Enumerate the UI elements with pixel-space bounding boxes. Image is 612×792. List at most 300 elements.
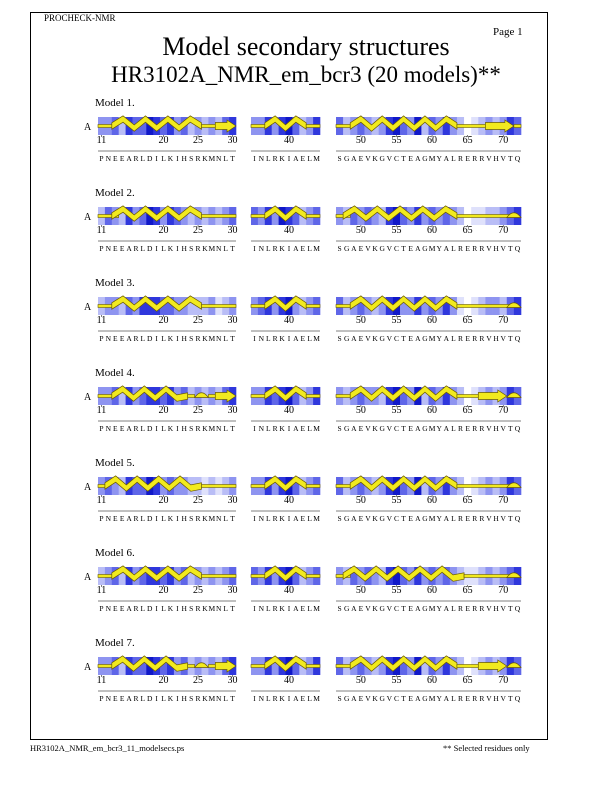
sequence-letter: T xyxy=(508,424,513,433)
chain-label: A xyxy=(84,662,92,673)
coil-segment xyxy=(202,215,237,218)
sequence-letter: I xyxy=(176,694,179,703)
sequence-letter: T xyxy=(508,244,513,253)
residue-tick-label: 20 xyxy=(158,225,169,236)
sequence-letter: E xyxy=(119,154,125,163)
residue-tick-label: 65 xyxy=(462,405,473,416)
residue-tick-label: 55 xyxy=(391,135,402,146)
residue-tick-label: 50 xyxy=(355,135,366,146)
sequence-letter: D xyxy=(147,154,153,163)
sequence-letter: I xyxy=(287,694,291,703)
model-block xyxy=(84,547,521,613)
sequence-letter: M xyxy=(208,604,216,613)
sequence-letter: Y xyxy=(436,244,442,253)
residue-tick-label: 20 xyxy=(158,495,169,506)
sequence-letter: E xyxy=(465,154,470,163)
sequence-letter: I xyxy=(155,604,158,613)
sequence-letter: I xyxy=(287,604,291,613)
sequence-letter: L xyxy=(265,604,271,613)
sequence-letter: A xyxy=(351,424,357,433)
sequence-letter: I xyxy=(155,694,158,703)
residue-tick-label: 11 xyxy=(96,585,107,596)
sequence-letter: L xyxy=(265,244,271,253)
sequence-letter: G xyxy=(379,154,385,163)
coil-segment xyxy=(251,395,265,398)
residue-tick-label: 25 xyxy=(193,225,204,236)
sequence-letter: T xyxy=(401,694,406,703)
sequence-letter: K xyxy=(202,604,208,613)
residue-tick-label: 60 xyxy=(427,405,438,416)
residue-tick-label: 60 xyxy=(427,225,438,236)
sequence-letter: T xyxy=(508,694,513,703)
page-subtitle: HR3102A_NMR_em_bcr3 (20 models)** xyxy=(111,62,501,87)
coil-segment xyxy=(202,485,237,488)
sequence-letter: C xyxy=(393,424,399,433)
chain-label: A xyxy=(84,122,92,133)
residue-tick-label: 40 xyxy=(283,495,294,506)
sequence-letter: N xyxy=(216,514,222,523)
sequence-letter: T xyxy=(230,154,235,163)
sequence-letter: M xyxy=(428,604,436,613)
sequence-letter: K xyxy=(167,334,174,343)
sequence-letter: E xyxy=(465,604,470,613)
sequence-letter: A xyxy=(293,514,299,523)
sequence-letter: A xyxy=(415,694,421,703)
sequence-letter: V xyxy=(386,244,393,253)
sequence-letter: H xyxy=(493,514,499,523)
coil-segment xyxy=(251,575,265,578)
sequence-letter: S xyxy=(337,514,342,523)
sequence-letter: L xyxy=(307,604,312,613)
sequence-letter: K xyxy=(279,514,285,523)
sequence-letter: H xyxy=(181,604,187,613)
sequence-letter: L xyxy=(140,154,146,163)
sequence-letter: I xyxy=(253,334,256,343)
sequence-letter: R xyxy=(458,694,464,703)
sequence-letter: R xyxy=(195,424,201,433)
sequence-letter: T xyxy=(230,334,235,343)
residue-tick-label: 11 xyxy=(96,675,107,686)
model-block xyxy=(84,187,521,253)
residue-tick-label: 60 xyxy=(427,315,438,326)
residue-tick-label: 55 xyxy=(391,585,402,596)
page-number: Page 1 xyxy=(493,26,523,38)
sequence-letter: R xyxy=(458,514,464,523)
sequence-letter: G xyxy=(343,334,350,343)
sequence-letter: E xyxy=(408,694,414,703)
sequence-letter: C xyxy=(393,514,399,523)
sequence-letter: G xyxy=(343,514,350,523)
sequence-letter: E xyxy=(408,424,414,433)
sequence-letter: V xyxy=(486,514,492,523)
sequence-letter: R xyxy=(479,604,485,613)
sequence-letter: G xyxy=(379,604,385,613)
sequence-letter: E xyxy=(465,424,470,433)
sequence-letter: L xyxy=(451,694,456,703)
sequence-letter: A xyxy=(126,244,132,253)
sequence-letter: M xyxy=(313,514,320,523)
sequence-letter: G xyxy=(422,604,428,613)
sequence-letter: E xyxy=(119,694,125,703)
sequence-letter: E xyxy=(119,604,125,613)
chain-label: A xyxy=(84,572,92,583)
sequence-letter: R xyxy=(458,424,464,433)
chain-label: A xyxy=(84,482,92,493)
sequence-letter: E xyxy=(119,424,125,433)
sequence-letter: K xyxy=(202,514,208,523)
sequence-letter: M xyxy=(208,694,216,703)
sequence-letter: V xyxy=(365,334,371,343)
sequence-letter: H xyxy=(181,694,187,703)
sequence-letter: L xyxy=(223,694,228,703)
model-label: Model 3. xyxy=(95,277,135,289)
residue-tick-label: 55 xyxy=(391,315,402,326)
sequence-letter: E xyxy=(465,334,470,343)
sequence-letter: M xyxy=(428,424,436,433)
sequence-letter: L xyxy=(140,424,146,433)
sequence-letter: N xyxy=(105,694,112,703)
residue-tick-label: 11 xyxy=(96,315,107,326)
sequence-letter: A xyxy=(293,334,299,343)
sequence-letter: I xyxy=(253,694,256,703)
sequence-letter: R xyxy=(195,334,201,343)
sequence-letter: P xyxy=(99,514,104,523)
coil-segment xyxy=(251,215,265,218)
coil-segment xyxy=(251,125,265,128)
coil-segment xyxy=(336,665,350,668)
sequence-letter: I xyxy=(176,604,179,613)
sequence-letter: K xyxy=(167,604,174,613)
sequence-letter: T xyxy=(401,514,406,523)
sequence-letter: C xyxy=(393,334,399,343)
sequence-letter: T xyxy=(230,244,235,253)
sequence-letter: E xyxy=(358,604,364,613)
sequence-letter: G xyxy=(379,514,385,523)
sequence-letter: G xyxy=(343,604,350,613)
sequence-letter: K xyxy=(279,244,285,253)
sequence-letter: N xyxy=(216,334,222,343)
residue-tick-label: 30 xyxy=(227,135,238,146)
sequence-letter: N xyxy=(216,154,222,163)
sequence-letter: I xyxy=(253,244,256,253)
sequence-letter: I xyxy=(287,514,291,523)
residue-tick-label: 50 xyxy=(355,405,366,416)
sequence-letter: A xyxy=(351,694,357,703)
sequence-letter: S xyxy=(189,424,194,433)
sequence-letter: V xyxy=(486,334,492,343)
sequence-letter: Q xyxy=(514,604,521,613)
sequence-letter: S xyxy=(337,694,342,703)
sequence-letter: L xyxy=(451,334,456,343)
sequence-letter: R xyxy=(472,604,478,613)
sequence-letter: Y xyxy=(436,694,442,703)
residue-tick-label: 65 xyxy=(462,225,473,236)
sequence-letter: L xyxy=(161,514,166,523)
sequence-letter: N xyxy=(105,604,112,613)
sequence-letter: M xyxy=(313,334,320,343)
sequence-letter: R xyxy=(133,694,139,703)
sequence-letter: Y xyxy=(436,334,442,343)
sequence-letter: R xyxy=(195,604,201,613)
sequence-letter: P xyxy=(99,244,104,253)
sequence-letter: P xyxy=(99,604,104,613)
sequence-letter: E xyxy=(408,604,414,613)
sequence-letter: N xyxy=(258,154,265,163)
sequence-letter: I xyxy=(155,424,158,433)
sequence-letter: N xyxy=(258,334,265,343)
residue-tick-label: 50 xyxy=(355,315,366,326)
sequence-letter: I xyxy=(253,604,256,613)
sequence-letter: N xyxy=(105,334,112,343)
sequence-letter: P xyxy=(99,154,104,163)
residue-tick-label: 11 xyxy=(96,225,107,236)
residue-tick-label: 50 xyxy=(355,495,366,506)
sequence-letter: H xyxy=(493,424,499,433)
coil-segment xyxy=(464,575,514,578)
sequence-letter: Q xyxy=(514,154,521,163)
sequence-letter: I xyxy=(253,514,256,523)
sequence-letter: K xyxy=(279,154,285,163)
residue-tick-label: 20 xyxy=(158,405,169,416)
sequence-letter: M xyxy=(208,424,216,433)
sequence-letter: E xyxy=(300,694,306,703)
sequence-letter: K xyxy=(167,694,174,703)
sequence-letter: E xyxy=(300,424,306,433)
sequence-letter: K xyxy=(372,244,378,253)
sequence-letter: E xyxy=(300,604,306,613)
sequence-letter: A xyxy=(293,424,299,433)
sequence-letter: G xyxy=(422,514,428,523)
sequence-letter: L xyxy=(265,154,271,163)
sequence-letter: R xyxy=(458,334,464,343)
sequence-letter: P xyxy=(99,334,104,343)
sequence-letter: E xyxy=(300,334,306,343)
sequence-letter: M xyxy=(208,154,216,163)
sequence-letter: M xyxy=(208,514,216,523)
residue-tick-label: 65 xyxy=(462,135,473,146)
sequence-letter: K xyxy=(372,334,378,343)
residue-tick-label: 70 xyxy=(498,495,509,506)
coil-segment xyxy=(336,305,350,308)
sequence-letter: T xyxy=(230,514,235,523)
sequence-letter: K xyxy=(202,694,208,703)
sequence-letter: Q xyxy=(514,334,521,343)
sequence-letter: V xyxy=(365,244,371,253)
sequence-letter: R xyxy=(479,424,485,433)
sequence-letter: R xyxy=(479,244,485,253)
sequence-letter: V xyxy=(365,514,371,523)
chain-label: A xyxy=(84,212,92,223)
sequence-letter: I xyxy=(176,424,179,433)
sequence-letter: Q xyxy=(514,244,521,253)
sequence-letter: K xyxy=(167,154,174,163)
sequence-letter: V xyxy=(365,424,371,433)
sequence-letter: E xyxy=(300,244,306,253)
sequence-letter: K xyxy=(279,334,285,343)
sequence-letter: Q xyxy=(514,424,521,433)
sequence-letter: V xyxy=(386,604,393,613)
sequence-letter: E xyxy=(358,514,364,523)
sequence-letter: V xyxy=(365,694,371,703)
sequence-letter: N xyxy=(216,244,222,253)
sequence-letter: A xyxy=(126,154,132,163)
sequence-letter: A xyxy=(126,334,132,343)
sequence-letter: A xyxy=(443,424,449,433)
sequence-letter: H xyxy=(493,604,499,613)
residue-tick-label: 65 xyxy=(462,315,473,326)
sequence-letter: N xyxy=(105,154,112,163)
coil-segment xyxy=(306,395,320,398)
footer-filename: HR3102A_NMR_em_bcr3_11_modelsecs.ps xyxy=(30,743,185,753)
sequence-letter: I xyxy=(287,424,291,433)
sequence-letter: T xyxy=(230,604,235,613)
sequence-letter: S xyxy=(189,604,194,613)
sequence-letter: V xyxy=(500,514,506,523)
sequence-letter: G xyxy=(343,424,350,433)
sequence-letter: L xyxy=(223,604,228,613)
coil-segment xyxy=(336,395,350,398)
residue-tick-label: 50 xyxy=(355,585,366,596)
model-block xyxy=(84,367,521,433)
coil-segment xyxy=(336,485,350,488)
model-label: Model 6. xyxy=(95,547,135,559)
residue-tick-label: 25 xyxy=(193,675,204,686)
sequence-letter: I xyxy=(155,244,158,253)
residue-tick-label: 25 xyxy=(193,135,204,146)
sequence-letter: D xyxy=(147,604,153,613)
model-label: Model 7. xyxy=(95,637,135,649)
sequence-letter: R xyxy=(133,604,139,613)
sequence-letter: N xyxy=(258,514,265,523)
residue-tick-label: 30 xyxy=(227,405,238,416)
sequence-letter: L xyxy=(307,244,312,253)
residue-tick-label: 30 xyxy=(227,225,238,236)
sequence-letter: M xyxy=(428,514,436,523)
residue-tick-label: 20 xyxy=(158,675,169,686)
sequence-letter: R xyxy=(472,244,478,253)
sequence-letter: V xyxy=(500,694,506,703)
sequence-letter: L xyxy=(140,334,146,343)
sequence-letter: T xyxy=(508,334,513,343)
sequence-letter: H xyxy=(181,154,187,163)
sequence-letter: M xyxy=(313,424,320,433)
sequence-letter: E xyxy=(112,244,118,253)
sequence-letter: R xyxy=(458,244,464,253)
sequence-letter: E xyxy=(112,154,118,163)
sequence-letter: L xyxy=(223,334,228,343)
sequence-letter: A xyxy=(351,604,357,613)
sequence-letter: K xyxy=(167,244,174,253)
sequence-letter: L xyxy=(265,514,271,523)
sequence-letter: L xyxy=(451,604,456,613)
sequence-letter: H xyxy=(181,424,187,433)
sequence-letter: I xyxy=(176,334,179,343)
sequence-letter: V xyxy=(500,334,506,343)
sequence-letter: T xyxy=(508,514,513,523)
residue-tick-label: 40 xyxy=(283,405,294,416)
residue-tick-label: 40 xyxy=(283,135,294,146)
sequence-letter: T xyxy=(230,424,235,433)
sequence-letter: R xyxy=(472,334,478,343)
sequence-letter: V xyxy=(500,154,506,163)
sequence-letter: Y xyxy=(436,424,442,433)
sequence-letter: G xyxy=(343,694,350,703)
sequence-letter: I xyxy=(253,424,256,433)
residue-tick-label: 70 xyxy=(498,675,509,686)
sequence-letter: A xyxy=(443,694,449,703)
sequence-letter: R xyxy=(272,424,278,433)
sequence-letter: H xyxy=(181,244,187,253)
coil-segment xyxy=(202,575,237,578)
sequence-letter: C xyxy=(393,154,399,163)
sequence-letter: T xyxy=(401,334,406,343)
sequence-letter: E xyxy=(358,424,364,433)
sequence-letter: E xyxy=(112,424,118,433)
sequence-letter: R xyxy=(458,154,464,163)
residue-tick-label: 11 xyxy=(96,135,107,146)
sequence-letter: L xyxy=(140,244,146,253)
sequence-letter: A xyxy=(351,244,357,253)
chain-label: A xyxy=(84,302,92,313)
sequence-letter: L xyxy=(140,604,146,613)
residue-tick-label: 70 xyxy=(498,315,509,326)
sequence-letter: P xyxy=(99,694,104,703)
sequence-letter: D xyxy=(147,334,153,343)
model-block xyxy=(84,637,521,703)
sequence-letter: R xyxy=(272,244,278,253)
sequence-letter: L xyxy=(265,334,271,343)
sequence-letter: L xyxy=(451,244,456,253)
sequence-letter: K xyxy=(372,154,378,163)
residue-tick-label: 55 xyxy=(391,225,402,236)
sequence-letter: A xyxy=(126,514,132,523)
sequence-letter: V xyxy=(500,604,506,613)
sequence-letter: I xyxy=(176,154,179,163)
sequence-letter: V xyxy=(486,244,492,253)
sequence-letter: E xyxy=(408,244,414,253)
sequence-letter: D xyxy=(147,424,153,433)
residue-tick-label: 20 xyxy=(158,135,169,146)
sequence-letter: M xyxy=(208,334,216,343)
sequence-letter: I xyxy=(155,514,158,523)
sequence-letter: I xyxy=(176,514,179,523)
sequence-letter: L xyxy=(307,514,312,523)
sequence-letter: A xyxy=(443,244,449,253)
model-label: Model 5. xyxy=(95,457,135,469)
residue-tick-label: 70 xyxy=(498,585,509,596)
sequence-letter: R xyxy=(272,334,278,343)
sequence-letter: K xyxy=(372,514,378,523)
sequence-letter: N xyxy=(105,424,112,433)
sequence-letter: K xyxy=(202,424,208,433)
residue-tick-label: 65 xyxy=(462,585,473,596)
sequence-letter: N xyxy=(105,244,112,253)
coil-segment xyxy=(457,215,514,218)
sequence-letter: R xyxy=(133,514,139,523)
sequence-letter: R xyxy=(272,694,278,703)
sequence-letter: L xyxy=(265,694,271,703)
sequence-letter: R xyxy=(133,334,139,343)
sequence-letter: T xyxy=(401,604,406,613)
sequence-letter: V xyxy=(486,154,492,163)
sequence-letter: A xyxy=(443,604,449,613)
sequence-letter: M xyxy=(208,244,216,253)
sequence-letter: V xyxy=(386,514,393,523)
sequence-letter: R xyxy=(133,424,139,433)
residue-tick-label: 60 xyxy=(427,135,438,146)
sequence-letter: K xyxy=(279,694,285,703)
sequence-letter: A xyxy=(415,154,421,163)
